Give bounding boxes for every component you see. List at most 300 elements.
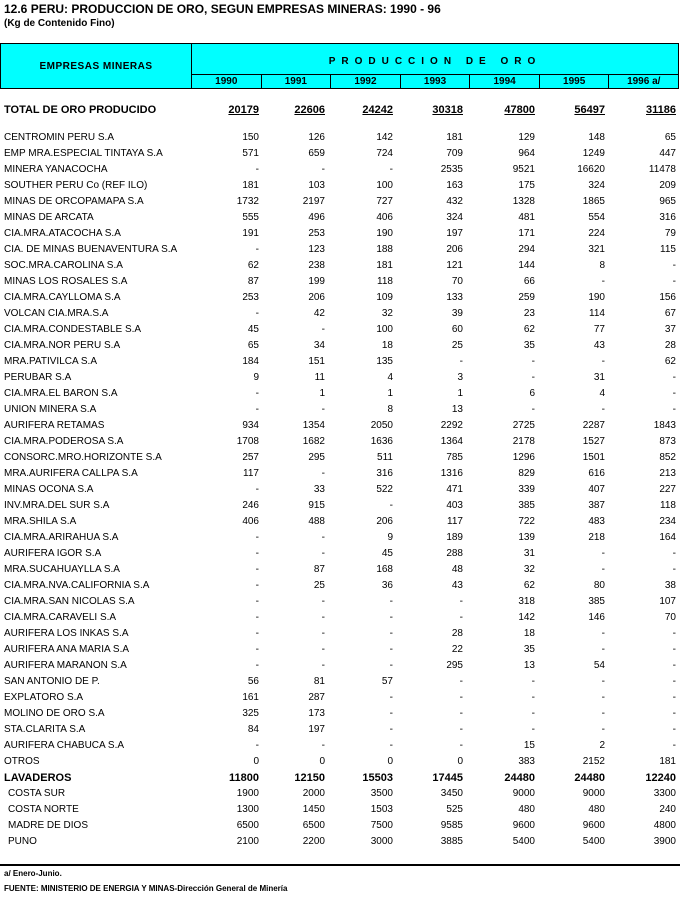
company-row-value: 80 bbox=[593, 580, 605, 591]
company-row-value: 234 bbox=[659, 516, 676, 527]
lavaderos-row-value: 480 bbox=[588, 804, 605, 815]
company-row-value: 181 bbox=[376, 260, 393, 271]
company-row-value: 4 bbox=[387, 372, 393, 383]
company-row-value: - bbox=[255, 564, 259, 575]
company-row-value: 403 bbox=[446, 500, 463, 511]
company-row-value: 22 bbox=[451, 644, 463, 655]
lavaderos-row-value: 1503 bbox=[370, 804, 393, 815]
company-row-value: 189 bbox=[446, 532, 463, 543]
year-header: 1996 a/ bbox=[608, 75, 678, 89]
units-subtitle: (Kg de Contenido Fino) bbox=[4, 18, 115, 29]
company-row-value: 142 bbox=[376, 132, 393, 143]
company-row-value: 18 bbox=[381, 340, 393, 351]
lavaderos-row-value: 3450 bbox=[440, 788, 463, 799]
company-row-value: 181 bbox=[446, 132, 463, 143]
company-row-value: 45 bbox=[381, 548, 393, 559]
company-row-label: OTROS bbox=[4, 756, 40, 767]
company-row-value: 32 bbox=[381, 308, 393, 319]
total-value: 22606 bbox=[294, 104, 325, 116]
company-row-value: 87 bbox=[247, 276, 259, 287]
company-row-value: 1316 bbox=[440, 468, 463, 479]
total-value: 47800 bbox=[504, 104, 535, 116]
company-row-value: 1501 bbox=[582, 452, 605, 463]
lavaderos-row-value: 2200 bbox=[302, 836, 325, 847]
company-row-value: 31 bbox=[593, 372, 605, 383]
company-row-value: 181 bbox=[659, 756, 676, 767]
company-row-value: 659 bbox=[308, 148, 325, 159]
company-row-value: 259 bbox=[518, 292, 535, 303]
company-row-value: - bbox=[321, 644, 325, 655]
company-row-value: 2197 bbox=[302, 196, 325, 207]
company-row-value: 9521 bbox=[512, 164, 535, 175]
lavaderos-total-value: 11800 bbox=[229, 772, 259, 784]
company-row-value: 117 bbox=[243, 468, 259, 479]
company-row-label: CIA.MRA.SAN NICOLAS S.A bbox=[4, 596, 135, 607]
company-row-value: 144 bbox=[518, 260, 535, 271]
total-value: 56497 bbox=[574, 104, 605, 116]
company-row-value: - bbox=[389, 500, 393, 511]
company-row-value: 295 bbox=[446, 660, 463, 671]
company-row-label: AURIFERA LOS INKAS S.A bbox=[4, 628, 129, 639]
company-row-label: MINAS LOS ROSALES S.A bbox=[4, 276, 128, 287]
company-row-value: 142 bbox=[518, 612, 535, 623]
company-row-label: CIA.MRA.ATACOCHA S.A bbox=[4, 228, 121, 239]
company-row-value: 206 bbox=[308, 292, 325, 303]
company-row-value: - bbox=[255, 532, 259, 543]
company-row-value: - bbox=[389, 644, 393, 655]
company-row-value: - bbox=[601, 548, 605, 559]
company-row-value: 722 bbox=[518, 516, 535, 527]
company-row-label: CIA.MRA.CAYLLOMA S.A bbox=[4, 292, 121, 303]
lavaderos-row-value: 9000 bbox=[582, 788, 605, 799]
company-row-value: 964 bbox=[518, 148, 535, 159]
company-row-value: 554 bbox=[588, 212, 605, 223]
company-row-value: 38 bbox=[664, 580, 676, 591]
company-row-value: 316 bbox=[659, 212, 676, 223]
company-row-value: 32 bbox=[523, 564, 535, 575]
company-row-value: 1354 bbox=[302, 420, 325, 431]
company-row-value: 1328 bbox=[512, 196, 535, 207]
company-row-label: CIA.MRA.PODEROSA S.A bbox=[4, 436, 124, 447]
company-row-value: - bbox=[321, 612, 325, 623]
company-row-value: - bbox=[672, 372, 676, 383]
company-row-value: - bbox=[459, 596, 463, 607]
company-row-value: 175 bbox=[518, 180, 535, 191]
company-row-value: 915 bbox=[308, 500, 325, 511]
company-row-value: 70 bbox=[664, 612, 676, 623]
company-row-value: 188 bbox=[376, 244, 393, 255]
company-row-value: - bbox=[389, 596, 393, 607]
company-row-value: 227 bbox=[659, 484, 676, 495]
company-row-value: - bbox=[459, 356, 463, 367]
company-row-value: 873 bbox=[659, 436, 676, 447]
company-row-value: 42 bbox=[313, 308, 325, 319]
company-row-value: - bbox=[321, 532, 325, 543]
company-row-value: 31 bbox=[523, 548, 535, 559]
company-row-value: 213 bbox=[659, 468, 676, 479]
company-row-label: AURIFERA MARANON S.A bbox=[4, 660, 127, 671]
company-row-value: - bbox=[672, 724, 676, 735]
lavaderos-row-value: 9000 bbox=[512, 788, 535, 799]
company-row-value: 28 bbox=[451, 628, 463, 639]
company-row-value: 709 bbox=[446, 148, 463, 159]
company-row-value: 1 bbox=[319, 388, 325, 399]
lavaderos-row-label: MADRE DE DIOS bbox=[8, 820, 89, 831]
company-row-value: 257 bbox=[242, 452, 259, 463]
company-row-value: 62 bbox=[523, 580, 535, 591]
company-row-value: 1708 bbox=[236, 436, 259, 447]
company-row-value: 2535 bbox=[440, 164, 463, 175]
table-header bbox=[0, 43, 679, 89]
company-row-value: 447 bbox=[659, 148, 676, 159]
company-row-value: 114 bbox=[589, 308, 605, 319]
company-row-value: 62 bbox=[664, 356, 676, 367]
company-row-value: 1732 bbox=[236, 196, 259, 207]
total-value: 24242 bbox=[362, 104, 393, 116]
company-row-value: 146 bbox=[588, 612, 605, 623]
company-row-value: 555 bbox=[242, 212, 259, 223]
lavaderos-row-label: COSTA NORTE bbox=[8, 804, 79, 815]
company-row-value: - bbox=[321, 324, 325, 335]
company-row-value: 56 bbox=[247, 676, 259, 687]
company-row-label: MRA.PATIVILCA S.A bbox=[4, 356, 97, 367]
company-row-value: 407 bbox=[588, 484, 605, 495]
company-row-value: 133 bbox=[446, 292, 463, 303]
company-row-value: 65 bbox=[664, 132, 676, 143]
company-row-value: - bbox=[531, 356, 535, 367]
company-row-label: UNION MINERA S.A bbox=[4, 404, 97, 415]
company-row-value: 483 bbox=[588, 516, 605, 527]
company-row-label: MINERA YANACOCHA bbox=[4, 164, 108, 175]
company-row-value: 511 bbox=[377, 452, 393, 463]
company-row-label: MINAS DE ARCATA bbox=[4, 212, 94, 223]
company-row-value: - bbox=[531, 372, 535, 383]
company-row-value: 206 bbox=[376, 516, 393, 527]
company-row-value: - bbox=[601, 676, 605, 687]
company-column-header: EMPRESAS MINERAS bbox=[1, 44, 192, 88]
company-row-value: - bbox=[672, 628, 676, 639]
company-row-value: - bbox=[672, 740, 676, 751]
company-row-value: - bbox=[601, 724, 605, 735]
company-row-value: 156 bbox=[659, 292, 676, 303]
lavaderos-total-value: 17445 bbox=[432, 772, 463, 784]
company-row-value: 107 bbox=[659, 596, 676, 607]
company-row-value: - bbox=[321, 548, 325, 559]
company-row-value: - bbox=[389, 692, 393, 703]
company-row-value: 39 bbox=[451, 308, 463, 319]
company-row-value: 1296 bbox=[512, 452, 535, 463]
company-row-value: 496 bbox=[308, 212, 325, 223]
year-header: 1993 bbox=[400, 75, 470, 89]
company-row-value: 522 bbox=[376, 484, 393, 495]
company-row-value: 118 bbox=[660, 500, 676, 511]
company-row-value: - bbox=[255, 388, 259, 399]
company-row-value: 121 bbox=[446, 260, 463, 271]
company-row-value: 43 bbox=[593, 340, 605, 351]
company-row-value: 253 bbox=[308, 228, 325, 239]
company-row-value: 288 bbox=[446, 548, 463, 559]
lavaderos-row-value: 5400 bbox=[512, 836, 535, 847]
company-row-value: 79 bbox=[664, 228, 676, 239]
company-row-value: 191 bbox=[242, 228, 259, 239]
company-row-value: - bbox=[459, 676, 463, 687]
company-row-value: - bbox=[672, 564, 676, 575]
company-row-value: 190 bbox=[376, 228, 393, 239]
lavaderos-row-value: 1450 bbox=[302, 804, 325, 815]
lavaderos-row-value: 4800 bbox=[653, 820, 676, 831]
company-row-value: 34 bbox=[313, 340, 325, 351]
company-row-value: 2292 bbox=[440, 420, 463, 431]
company-row-value: 67 bbox=[664, 308, 676, 319]
company-row-value: 1865 bbox=[582, 196, 605, 207]
company-row-value: 57 bbox=[381, 676, 393, 687]
company-row-value: 727 bbox=[376, 196, 393, 207]
lavaderos-row-value: 3900 bbox=[653, 836, 676, 847]
company-row-value: - bbox=[531, 708, 535, 719]
company-row-value: 316 bbox=[376, 468, 393, 479]
company-row-value: - bbox=[321, 404, 325, 415]
company-row-value: - bbox=[389, 628, 393, 639]
company-row-value: - bbox=[255, 596, 259, 607]
company-row-value: 4 bbox=[599, 388, 605, 399]
company-row-value: 2152 bbox=[582, 756, 605, 767]
lavaderos-total-value: 24480 bbox=[504, 772, 535, 784]
company-row-value: - bbox=[459, 708, 463, 719]
company-row-value: - bbox=[321, 660, 325, 671]
company-row-value: 8 bbox=[387, 404, 393, 415]
company-row-value: 139 bbox=[518, 532, 535, 543]
company-row-label: MINAS DE ORCOPAMAPA S.A bbox=[4, 196, 144, 207]
company-row-value: 62 bbox=[247, 260, 259, 271]
company-row-value: - bbox=[672, 548, 676, 559]
company-row-value: 571 bbox=[242, 148, 259, 159]
company-row-value: - bbox=[672, 388, 676, 399]
year-header: 1992 bbox=[330, 75, 400, 89]
company-row-value: 324 bbox=[588, 180, 605, 191]
total-value: 20179 bbox=[228, 104, 259, 116]
lavaderos-total-label: LAVADEROS bbox=[4, 772, 72, 784]
lavaderos-row-value: 2100 bbox=[236, 836, 259, 847]
lavaderos-total-value: 12150 bbox=[294, 772, 325, 784]
company-row-value: - bbox=[601, 644, 605, 655]
lavaderos-row-value: 6500 bbox=[302, 820, 325, 831]
company-row-value: 16620 bbox=[577, 164, 605, 175]
company-row-label: SAN ANTONIO DE P. bbox=[4, 676, 100, 687]
company-row-value: - bbox=[389, 660, 393, 671]
company-row-value: 471 bbox=[446, 484, 463, 495]
company-row-value: 199 bbox=[308, 276, 325, 287]
company-row-value: 0 bbox=[253, 756, 259, 767]
total-value: 31186 bbox=[646, 104, 676, 116]
company-row-value: 123 bbox=[308, 244, 325, 255]
company-row-value: - bbox=[321, 468, 325, 479]
lavaderos-row-value: 6500 bbox=[236, 820, 259, 831]
company-row-label: EMP MRA.ESPECIAL TINTAYA S.A bbox=[4, 148, 163, 159]
company-row-value: 2178 bbox=[512, 436, 535, 447]
company-row-value: - bbox=[672, 644, 676, 655]
production-header: PRODUCCION DE ORO bbox=[328, 56, 542, 67]
company-row-value: - bbox=[255, 484, 259, 495]
page-title: 12.6 PERU: PRODUCCION DE ORO, SEGUN EMPRESAS MINERAS: 1990 - 96 bbox=[4, 2, 441, 16]
lavaderos-row-value: 5400 bbox=[582, 836, 605, 847]
company-rows bbox=[0, 130, 680, 770]
company-row-value: - bbox=[255, 740, 259, 751]
company-row-label: MRA.SUCAHUAYLLA S.A bbox=[4, 564, 120, 575]
company-row-value: - bbox=[601, 708, 605, 719]
company-row-value: 209 bbox=[659, 180, 676, 191]
year-header: 1994 bbox=[469, 75, 539, 89]
company-row-value: 184 bbox=[242, 356, 259, 367]
company-row-value: 25 bbox=[451, 340, 463, 351]
company-row-value: 432 bbox=[446, 196, 463, 207]
lavaderos-row-value: 7500 bbox=[370, 820, 393, 831]
lavaderos-row-value: 525 bbox=[446, 804, 463, 815]
company-row-value: 324 bbox=[446, 212, 463, 223]
company-row-value: - bbox=[459, 612, 463, 623]
company-row-value: - bbox=[672, 660, 676, 671]
company-row-value: 33 bbox=[313, 484, 325, 495]
company-row-value: 148 bbox=[588, 132, 605, 143]
company-row-label: CIA.MRA.EL BARON S.A bbox=[4, 388, 118, 399]
company-row-value: 103 bbox=[308, 180, 325, 191]
company-row-value: 321 bbox=[588, 244, 605, 255]
company-row-value: 934 bbox=[242, 420, 259, 431]
company-row-value: 6 bbox=[529, 388, 535, 399]
company-row-value: 965 bbox=[659, 196, 676, 207]
company-row-label: SOC.MRA.CAROLINA S.A bbox=[4, 260, 123, 271]
company-row-label: CONSORC.MRO.HORIZONTE S.A bbox=[4, 452, 162, 463]
company-row-value: 173 bbox=[308, 708, 325, 719]
lavaderos-row-value: 9600 bbox=[582, 820, 605, 831]
company-row-value: 161 bbox=[242, 692, 259, 703]
company-row-label: CIA.MRA.NVA.CALIFORNIA S.A bbox=[4, 580, 150, 591]
company-row-value: 37 bbox=[664, 324, 676, 335]
company-row-value: - bbox=[531, 404, 535, 415]
company-row-value: 253 bbox=[242, 292, 259, 303]
company-row-value: 2050 bbox=[370, 420, 393, 431]
company-row-value: 15 bbox=[523, 740, 535, 751]
company-row-label: CIA.MRA.NOR PERU S.A bbox=[4, 340, 121, 351]
company-row-value: 77 bbox=[593, 324, 605, 335]
company-row-label: CIA. DE MINAS BUENAVENTURA S.A bbox=[4, 244, 178, 255]
company-row-value: - bbox=[601, 692, 605, 703]
company-row-label: MRA.SHILA S.A bbox=[4, 516, 77, 527]
lavaderos-row-value: 1900 bbox=[236, 788, 259, 799]
company-row-value: 35 bbox=[523, 644, 535, 655]
company-row-value: 11478 bbox=[648, 164, 676, 175]
company-row-value: 150 bbox=[242, 132, 259, 143]
company-row-value: 295 bbox=[308, 452, 325, 463]
company-row-value: - bbox=[255, 164, 259, 175]
company-row-value: 325 bbox=[242, 708, 259, 719]
company-row-value: 126 bbox=[308, 132, 325, 143]
company-row-value: - bbox=[389, 724, 393, 735]
company-row-value: 164 bbox=[659, 532, 676, 543]
company-row-value: - bbox=[389, 612, 393, 623]
company-row-value: 406 bbox=[242, 516, 259, 527]
company-row-label: CIA.MRA.CARAVELI S.A bbox=[4, 612, 117, 623]
company-row-value: 171 bbox=[518, 228, 535, 239]
company-row-value: - bbox=[672, 676, 676, 687]
company-row-value: 1843 bbox=[653, 420, 676, 431]
company-row-value: 70 bbox=[451, 276, 463, 287]
company-row-value: - bbox=[255, 308, 259, 319]
lavaderos-row-label: COSTA SUR bbox=[8, 788, 66, 799]
company-row-value: 45 bbox=[247, 324, 259, 335]
company-row-value: - bbox=[672, 276, 676, 287]
footnote: a/ Enero-Junio. bbox=[4, 869, 62, 878]
company-row-value: 206 bbox=[446, 244, 463, 255]
company-row-value: - bbox=[531, 692, 535, 703]
company-row-value: - bbox=[321, 628, 325, 639]
company-row-value: 13 bbox=[523, 660, 535, 671]
company-row-label: PERUBAR S.A bbox=[4, 372, 72, 383]
company-row-value: 54 bbox=[593, 660, 605, 671]
year-headers bbox=[192, 74, 678, 89]
company-row-value: 852 bbox=[659, 452, 676, 463]
company-row-label: INV.MRA.DEL SUR S.A bbox=[4, 500, 110, 511]
company-row-label: CIA.MRA.ARIRAHUA S.A bbox=[4, 532, 119, 543]
company-row-value: 62 bbox=[523, 324, 535, 335]
company-row-value: 181 bbox=[242, 180, 259, 191]
company-row-value: - bbox=[255, 548, 259, 559]
company-row-value: 36 bbox=[381, 580, 393, 591]
company-row-value: 1 bbox=[457, 388, 463, 399]
company-row-value: 84 bbox=[247, 724, 259, 735]
company-row-value: 81 bbox=[313, 676, 325, 687]
company-row-label: AURIFERA ANA MARIA S.A bbox=[4, 644, 130, 655]
company-row-value: - bbox=[672, 260, 676, 271]
company-row-value: 190 bbox=[588, 292, 605, 303]
company-row-value: 87 bbox=[313, 564, 325, 575]
lavaderos-total-value: 24480 bbox=[574, 772, 605, 784]
company-row-value: 294 bbox=[518, 244, 535, 255]
company-row-value: - bbox=[531, 724, 535, 735]
company-row-value: 385 bbox=[518, 500, 535, 511]
company-row-value: - bbox=[321, 164, 325, 175]
company-row-value: 829 bbox=[518, 468, 535, 479]
company-row-value: 0 bbox=[387, 756, 393, 767]
lavaderos-row-value: 3885 bbox=[440, 836, 463, 847]
company-row-value: - bbox=[601, 404, 605, 415]
company-row-value: 387 bbox=[588, 500, 605, 511]
company-row-value: 43 bbox=[451, 580, 463, 591]
company-row-value: 11 bbox=[314, 372, 325, 383]
company-row-value: 1682 bbox=[302, 436, 325, 447]
company-row-value: 488 bbox=[308, 516, 325, 527]
year-header: 1995 bbox=[539, 75, 609, 89]
company-row-value: - bbox=[389, 164, 393, 175]
lavaderos-row-value: 1300 bbox=[236, 804, 259, 815]
lavaderos-row-value: 9585 bbox=[440, 820, 463, 831]
company-row-value: - bbox=[672, 404, 676, 415]
company-row-value: 246 bbox=[242, 500, 259, 511]
company-row-value: - bbox=[255, 612, 259, 623]
company-row-value: 2725 bbox=[512, 420, 535, 431]
company-row-value: - bbox=[459, 724, 463, 735]
company-row-value: 66 bbox=[523, 276, 535, 287]
company-row-value: - bbox=[672, 692, 676, 703]
company-row-value: 135 bbox=[376, 356, 393, 367]
company-row-value: 385 bbox=[588, 596, 605, 607]
company-row-value: 9 bbox=[387, 532, 393, 543]
lavaderos-row-label: PUNO bbox=[8, 836, 37, 847]
company-row-value: 1364 bbox=[440, 436, 463, 447]
company-row-label: AURIFERA IGOR S.A bbox=[4, 548, 102, 559]
lavaderos-row-value: 3500 bbox=[370, 788, 393, 799]
lavaderos-row-value: 240 bbox=[659, 804, 676, 815]
lavaderos-section bbox=[0, 770, 680, 850]
